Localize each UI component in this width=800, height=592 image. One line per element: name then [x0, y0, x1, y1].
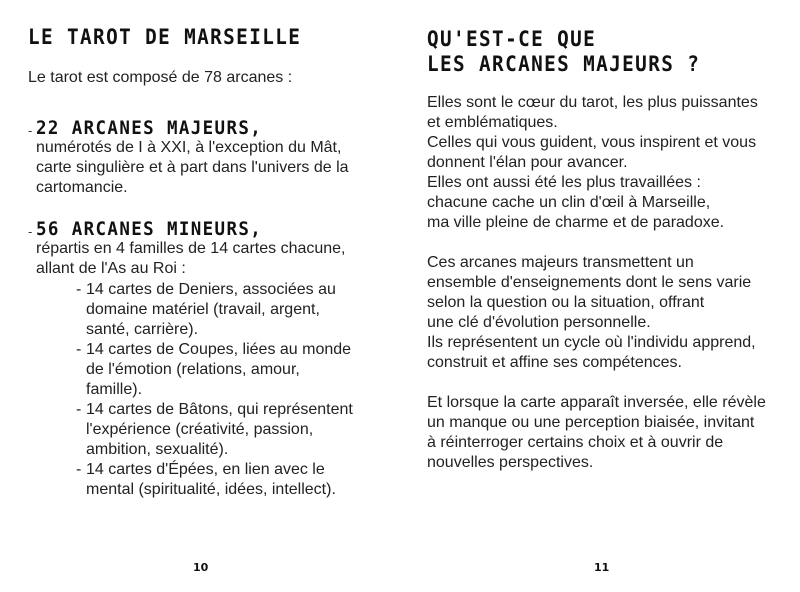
- paragraph: [427, 393, 797, 473]
- text-line: allant de l'As au Roi :: [36, 260, 186, 277]
- text-line: ambition, sexualité).: [86, 441, 229, 458]
- text-line: donnent l'élan pour avancer.: [427, 154, 628, 171]
- body-text: [427, 93, 797, 493]
- page-number: 10: [193, 561, 209, 574]
- family-item-batons: [76, 400, 386, 460]
- item-heading: 56 ARCANES MINEURS,: [36, 218, 263, 240]
- text-line: numérotés de I à XXI, à l'exception du Mât,: [36, 139, 342, 156]
- text-line: selon la question ou la situation, offrant: [427, 294, 705, 311]
- text-line: cartomancie.: [36, 179, 128, 196]
- text-line: Elles ont aussi été les plus travaillées :: [427, 174, 701, 191]
- bullet-dash: -: [28, 123, 33, 138]
- page-number: 11: [594, 561, 610, 574]
- text-line: 14 cartes de Deniers, associées au: [86, 281, 336, 298]
- text-line: répartis en 4 familles de 14 cartes chacune,: [36, 240, 346, 257]
- text-line: et emblématiques.: [427, 114, 558, 131]
- item-description: [36, 239, 406, 279]
- text-line: Celles qui vous guident, vous inspirent et vous: [427, 134, 757, 151]
- text-line: ensemble d'enseignements dont le sens varie: [427, 274, 752, 291]
- bullet-dash: -: [76, 461, 82, 478]
- text-line: domaine matériel (travail, argent,: [86, 301, 320, 318]
- paragraph: [427, 93, 797, 233]
- bullet-dash: -: [76, 341, 82, 358]
- right-page: [400, 0, 800, 592]
- text-line: construit et affine ses compétences.: [427, 354, 682, 371]
- text-line: un manque ou une perception biaisée, invitant: [427, 414, 755, 431]
- page-title: LE TAROT DE MARSEILLE: [28, 25, 302, 49]
- text-line: l'expérience (créativité, passion,: [86, 421, 314, 438]
- page-title: [427, 27, 700, 77]
- bullet-dash: -: [28, 224, 33, 239]
- text-line: Ils représentent un cycle où l'individu apprend,: [427, 334, 756, 351]
- family-item-deniers: [76, 280, 386, 340]
- suit-families-list: [76, 280, 386, 500]
- family-item-coupes: [76, 340, 386, 400]
- text-line: ma ville pleine de charme et de paradoxe.: [427, 214, 725, 231]
- bullet-dash: -: [76, 281, 82, 298]
- text-line: Et lorsque la carte apparaît inversée, elle révèle: [427, 394, 766, 411]
- text-line: à réinterroger certains choix et à ouvrir de: [427, 434, 724, 451]
- paragraph: [427, 253, 797, 373]
- text-line: Elles sont le cœur du tarot, les plus puissantes: [427, 94, 758, 111]
- text-line: nouvelles perspectives.: [427, 454, 594, 471]
- item-description: [36, 138, 406, 198]
- title-line: LES ARCANES MAJEURS ?: [427, 52, 701, 76]
- item-heading: 22 ARCANES MAJEURS,: [36, 117, 263, 139]
- title-line: QU'EST-CE QUE: [427, 27, 597, 51]
- text-line: santé, carrière).: [86, 321, 199, 338]
- text-line: carte singulière et à part dans l'univers de la: [36, 159, 349, 176]
- text-line: de l'émotion (relations, amour,: [86, 361, 300, 378]
- intro-text: Le tarot est composé de 78 arcanes :: [28, 69, 293, 86]
- text-line: 14 cartes de Bâtons, qui représentent: [86, 401, 353, 418]
- text-line: famille).: [86, 381, 143, 398]
- text-line: 14 cartes d'Épées, en lien avec le: [86, 461, 325, 478]
- text-line: une clé d'évolution personnelle.: [427, 314, 651, 331]
- text-line: 14 cartes de Coupes, liées au monde: [86, 341, 352, 358]
- text-line: Ces arcanes majeurs transmettent un: [427, 254, 694, 271]
- text-line: mental (spiritualité, idées, intellect).: [86, 481, 336, 498]
- text-line: chacune cache un clin d'œil à Marseille,: [427, 194, 711, 211]
- family-item-epees: [76, 460, 386, 500]
- bullet-dash: -: [76, 401, 82, 418]
